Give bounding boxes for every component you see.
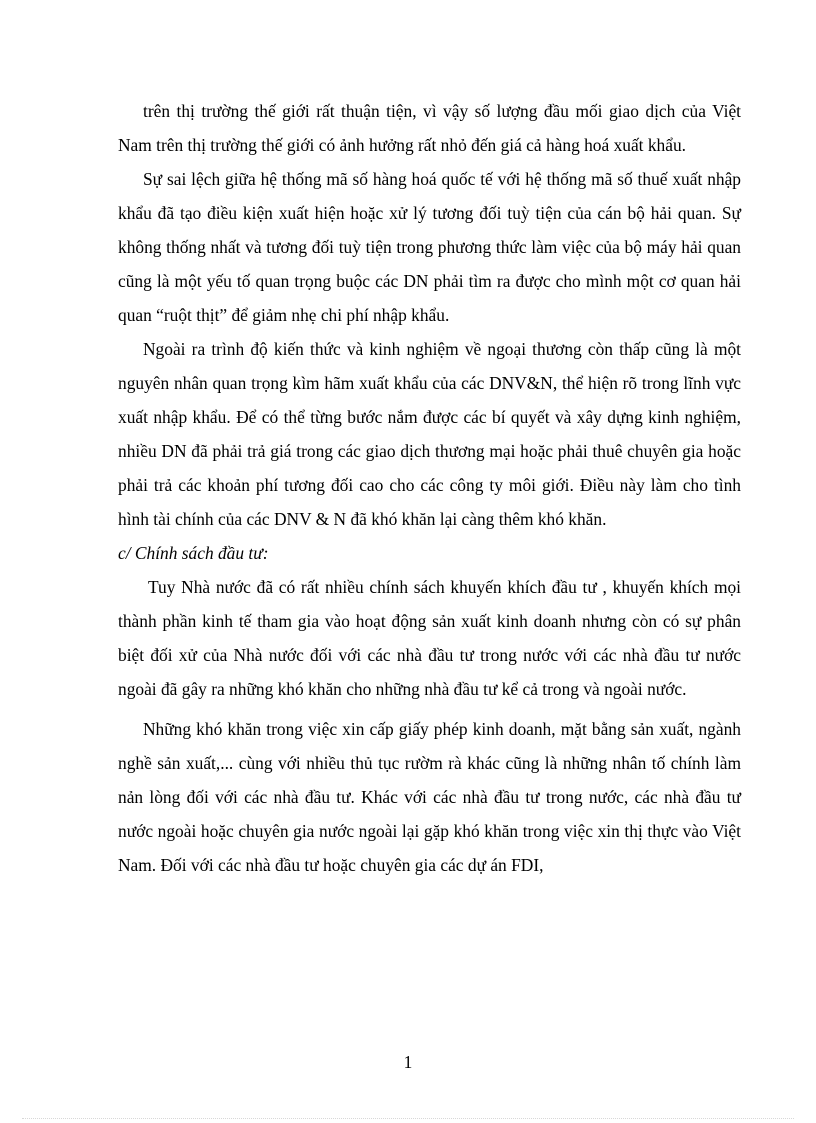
paragraph-investment-policy: Tuy Nhà nước đã có rất nhiều chính sách khuyến khích đầu tư , khuyến khích mọi thành phần kinh tế tham gia vào hoạt động sản xuất kinh doanh nhưng còn có sự phân biệt đối xử của Nhà nước đối với các nhà đầu tư trong nước với các nhà đầu tư nước ngoài đã gây ra những khó khăn cho những nhà đầu tư kể cả trong và ngoài nước. [118, 577, 741, 699]
page-number: 1 [403, 1052, 413, 1072]
paragraph-market-continuation: trên thị trường thế giới rất thuận tiện, vì vậy số lượng đầu mối giao dịch của Việt Nam trên thị trường thế giới có ảnh hưởng rất nhỏ đến giá cả hàng hoá xuất khẩu. [118, 101, 741, 155]
section-heading-investment-policy: c/ Chính sách đầu tư: [118, 543, 269, 563]
paragraph-licensing-difficulties: Những khó khăn trong việc xin cấp giấy phép kinh doanh, mặt bằng sản xuất, ngành nghề sản xuất,... cùng với nhiều thủ tục rườm rà khác cũng là những nhân tố chính làm nản lòng đối với các nhà đầu tư. Khác với các nhà đầu tư trong nước, các nhà đầu tư nước ngoài hoặc chuyên gia nước ngoài lại gặp khó khăn trong việc xin thị thực vào Việt Nam. Đối với các nhà đầu tư hoặc chuyên gia các dự án FDI, [118, 719, 741, 875]
paragraph-trade-experience: Ngoài ra trình độ kiến thức và kinh nghiệm về ngoại thương còn thấp cũng là một nguyên nhân quan trọng kìm hãm xuất khẩu của các DNV&N, thể hiện rõ trong lĩnh vực xuất nhập khẩu. Để có thể từng bước nắm được các bí quyết và xây dựng kinh nghiệm, nhiều DN đã phải trả giá trong các giao dịch thương mại hoặc phải thuê chuyên gia hoặc phải trả các khoản phí tương đối cao cho các công ty môi giới. Điều này làm cho tình hình tài chính của các DNV & N đã khó khăn lại càng thêm khó khăn. [118, 339, 741, 529]
paragraph-customs-codes: Sự sai lệch giữa hệ thống mã số hàng hoá quốc tế với hệ thống mã số thuế xuất nhập khẩu đã tạo điều kiện xuất hiện hoặc xử lý tương đối tuỳ tiện của cán bộ hải quan. Sự không thống nhất và tương đối tuỳ tiện trong phương thức làm việc của bộ máy hải quan cũng là một yếu tố quan trọng buộc các DN phải tìm ra được cho mình một cơ quan hải quan “ruột thịt” để giảm nhẹ chi phí nhập khẩu. [118, 169, 741, 325]
document-body [118, 94, 741, 882]
page-bottom-edge [22, 1118, 794, 1119]
